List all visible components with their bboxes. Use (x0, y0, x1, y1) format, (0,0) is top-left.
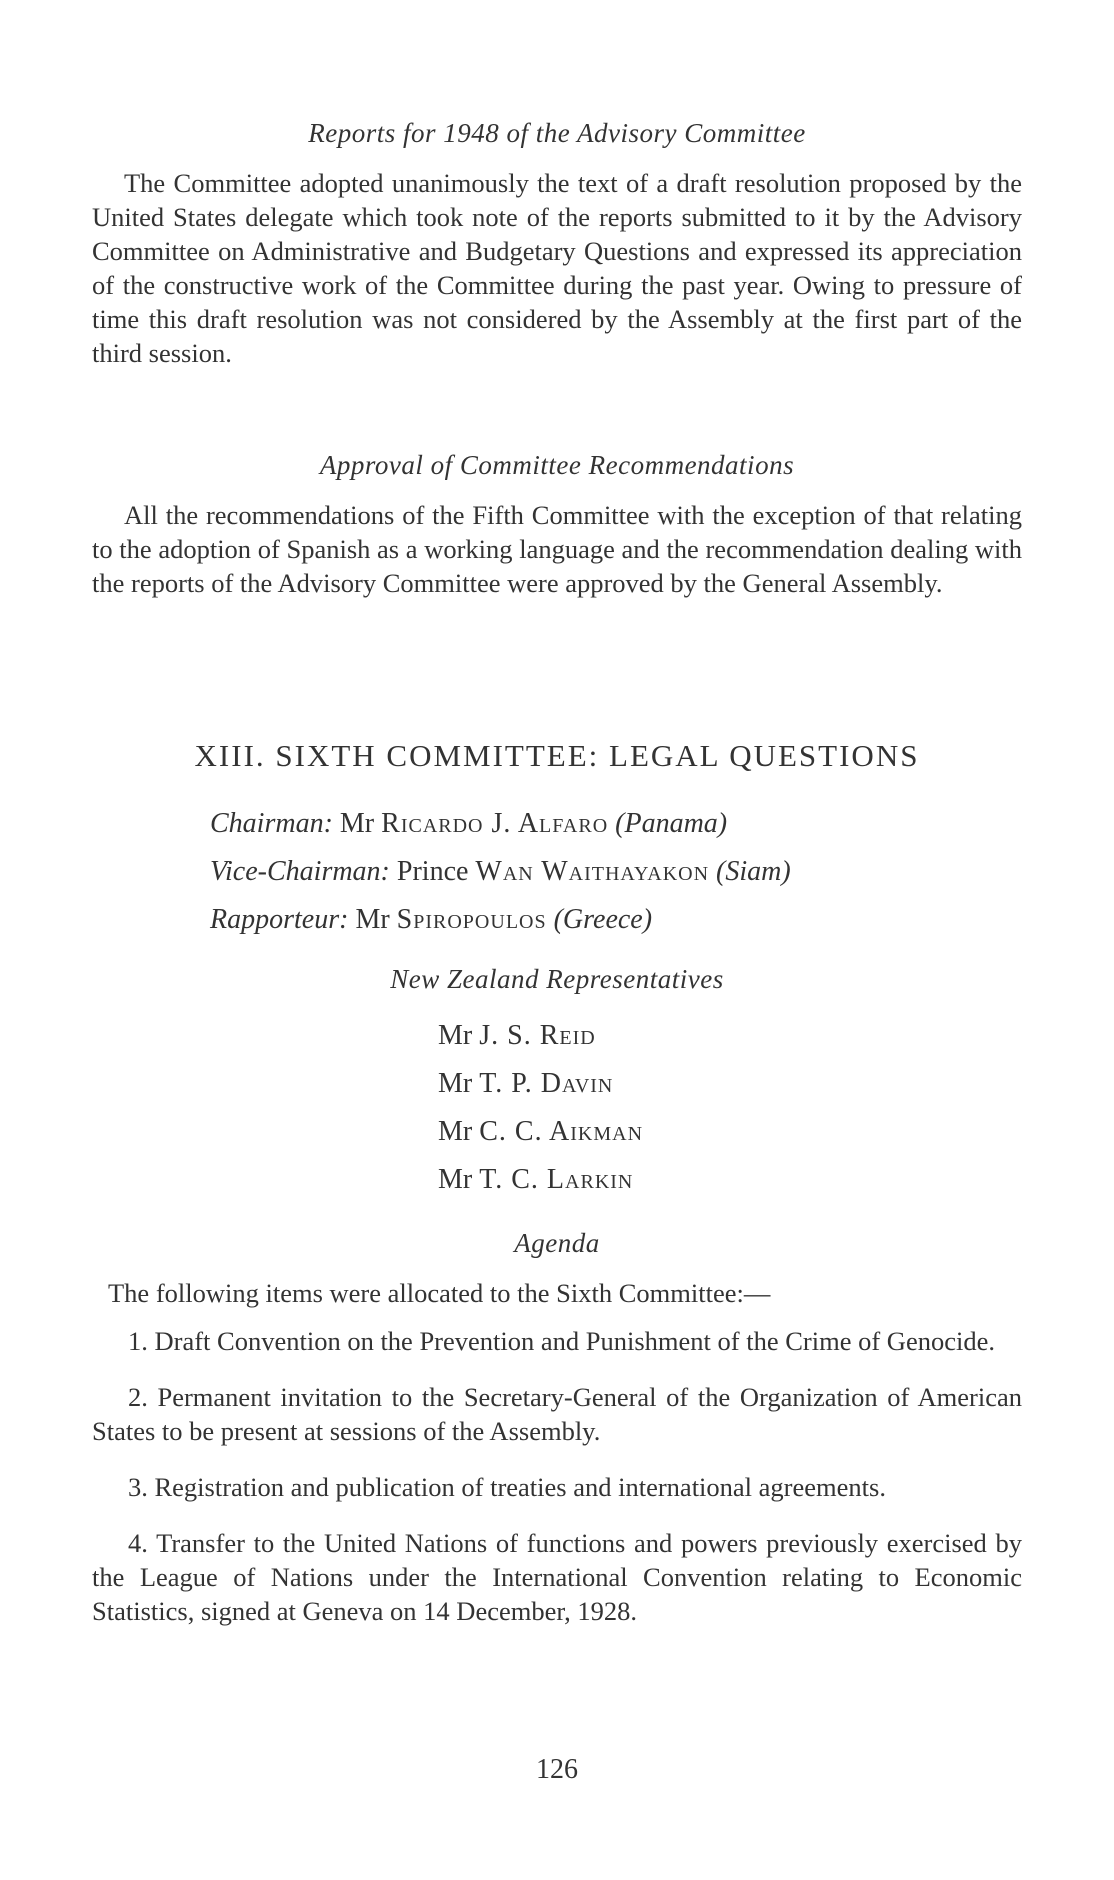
officer-rapporteur (210, 896, 1010, 944)
agenda-item: 4. Transfer to the United Nations of functions and powers previously exercised by the League of Nations under the International Convention relating to Economic Statistics, signed at Geneva on 14 December, 1928. (92, 1528, 1022, 1626)
representative-item (438, 1012, 838, 1060)
officer-prefix: Mr (339, 808, 375, 839)
officer-name: Ricardo J. Alfaro (381, 808, 609, 839)
section-title: XIII. SIXTH COMMITTEE: LEGAL QUESTIONS (194, 738, 920, 773)
approval-paragraph: All the recommendations of the Fifth Committee with the exception of that relating to the adoption of Spanish as a working language and the recommendation dealing with the reports of the Advisory Committee were approved by the General Assembly. (92, 500, 1022, 598)
representative-prefix: Mr (438, 1116, 473, 1147)
officers-list (210, 800, 1010, 944)
officer-prefix: Mr (355, 904, 390, 935)
approval-heading: Approval of Committee Recommendations (319, 450, 795, 480)
officer-country: (Greece) (553, 904, 653, 935)
officer-role: Rapporteur: (210, 904, 349, 935)
officer-name: Spiropoulos (396, 904, 547, 935)
agenda-item: 1. Draft Convention on the Prevention and Punishment of the Crime of Genocide. (128, 1326, 995, 1356)
agenda-item: 2. Permanent invitation to the Secretary-General of the Organization of American States to be present at sessions of the Assembly. (92, 1382, 1022, 1446)
representative-name: C. C. Aikman (479, 1116, 644, 1147)
representative-name: T. P. Davin (479, 1068, 614, 1099)
officer-vice-chairman (210, 848, 1010, 896)
representative-item (438, 1060, 838, 1108)
officer-role: Vice-Chairman: (210, 856, 390, 887)
officer-name: Wan Waithayakon (475, 856, 710, 887)
representatives-heading: New Zealand Representatives (390, 964, 724, 994)
representative-item (438, 1156, 838, 1204)
reports-heading: Reports for 1948 of the Advisory Committee (308, 118, 806, 148)
page-number: 126 (536, 1754, 578, 1785)
officer-country: (Panama) (615, 808, 728, 839)
officer-role: Chairman: (210, 808, 333, 839)
reports-paragraph: The Committee adopted unanimously the text of a draft resolution proposed by the United States delegate which took note of the reports submitted to it by the Advisory Committee on Administrative and Budgetary Questions and expressed its appreciation of the constructive work of the Committee during the past year. Owing to pressure of time this draft resolution was not considered by the Assembly at the first part of the third session. (92, 168, 1022, 368)
officer-chairman (210, 800, 1010, 848)
officer-prefix: Prince (396, 856, 469, 887)
officer-country: (Siam) (716, 856, 791, 887)
representative-name: J. S. Reid (479, 1020, 596, 1051)
agenda-intro: The following items were allocated to the Sixth Committee:— (108, 1278, 771, 1308)
representative-item (438, 1108, 838, 1156)
representative-prefix: Mr (438, 1164, 473, 1195)
agenda-item: 3. Registration and publication of treaties and international agreements. (128, 1472, 886, 1502)
agenda-heading: Agenda (514, 1228, 600, 1258)
representative-prefix: Mr (438, 1068, 473, 1099)
representative-prefix: Mr (438, 1020, 473, 1051)
representatives-list (438, 1012, 838, 1204)
representative-name: T. C. Larkin (479, 1164, 634, 1195)
agenda-body (92, 1276, 1022, 1650)
